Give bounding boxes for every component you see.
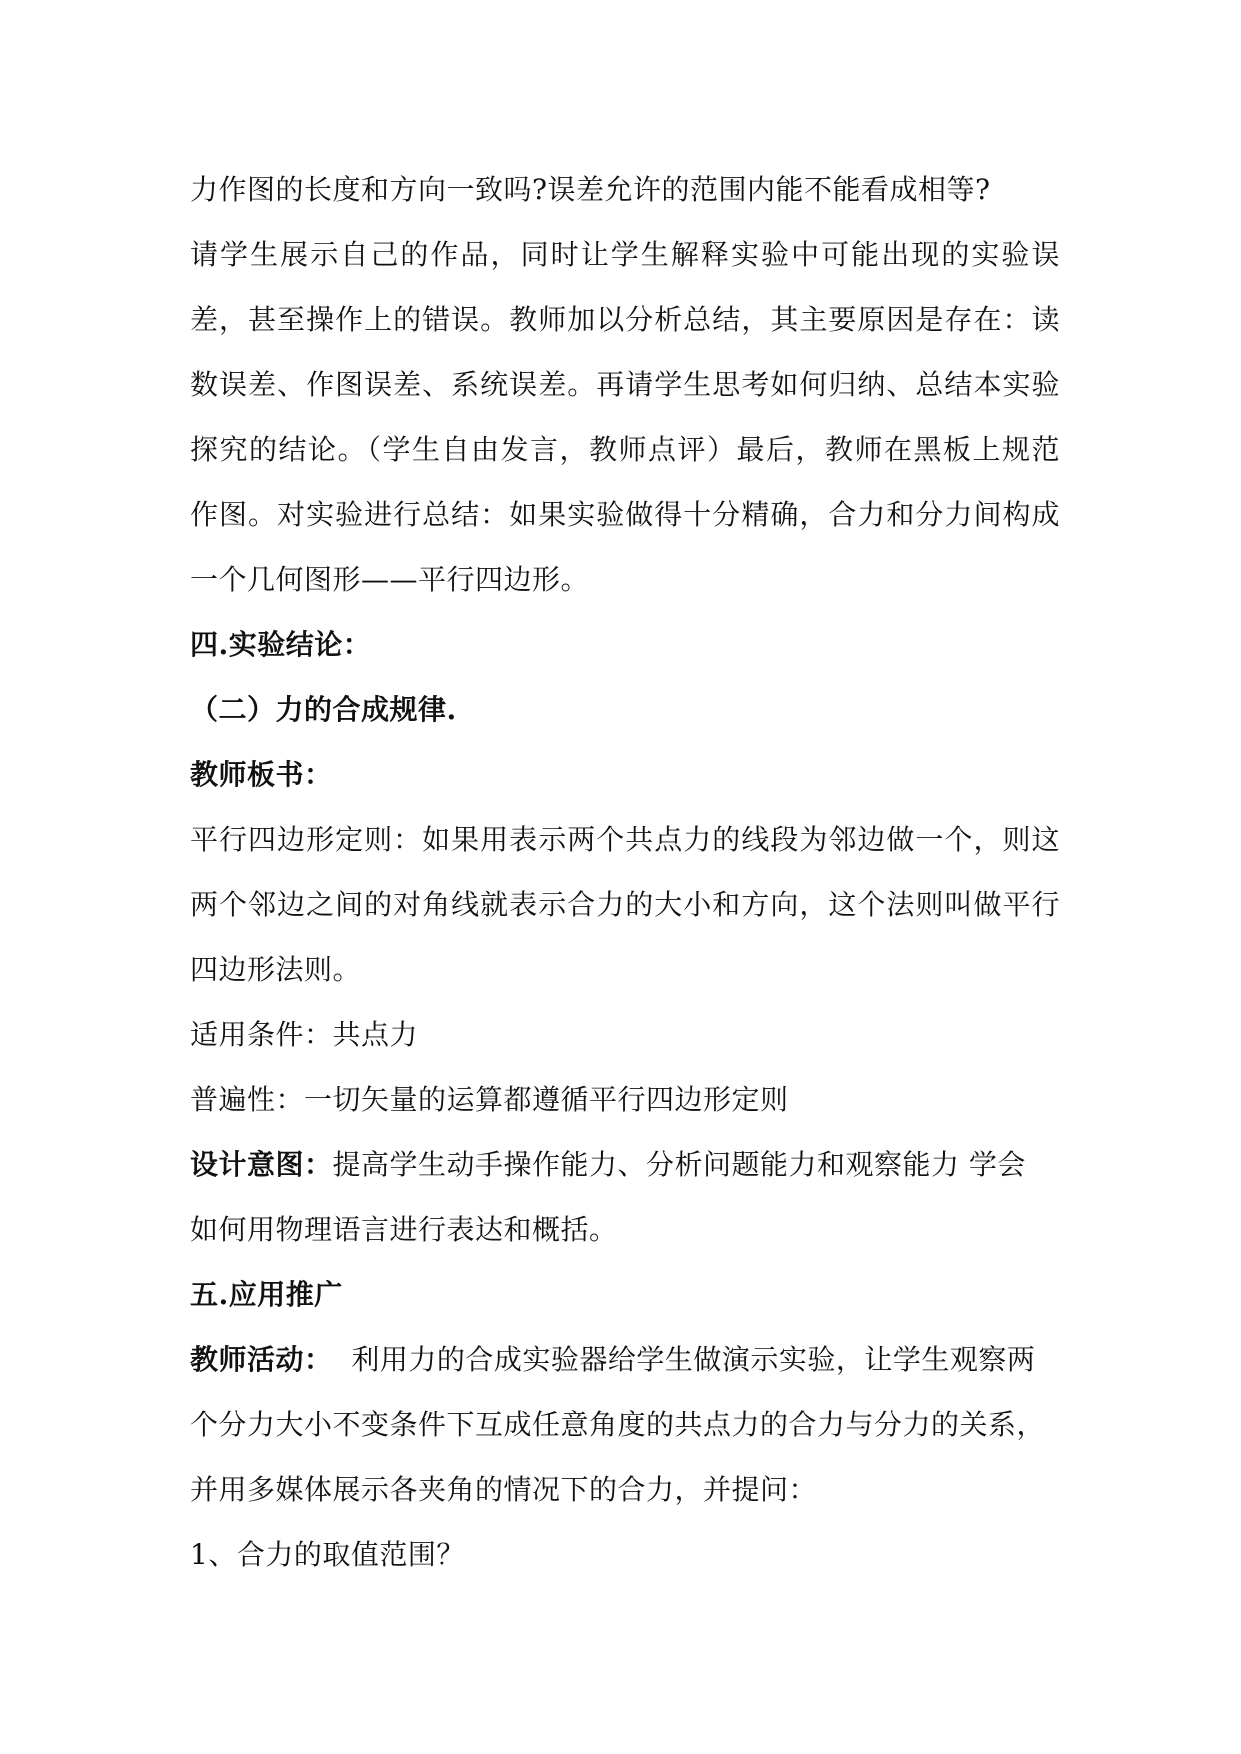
teacher-activity-text: 利用力的合成实验器给学生做演示实验，让学生观察两 xyxy=(332,1343,1036,1376)
teacher-activity-line xyxy=(190,1327,1060,1392)
question-line-1: 1、合力的取值范围？ xyxy=(190,1538,465,1571)
subheading-force-composition: （二）力的合成规律. xyxy=(190,693,457,726)
page-content xyxy=(190,157,1060,1587)
rule-line-1: 平行四边形定则：如果用表示两个共点力的线段为邻边做一个，则这 xyxy=(190,823,1060,856)
paragraph-line-1: 力作图的长度和方向一致吗?误差允许的范围内能不能看成相等? xyxy=(190,173,991,206)
teacher-activity-label: 教师活动： xyxy=(190,1343,333,1376)
design-intent-continuation: 如何用物理语言进行表达和概括。 xyxy=(190,1213,618,1246)
paragraph-line-5: 探究的结论。（学生自由发言，教师点评）最后，教师在黑板上规范 xyxy=(190,433,1060,466)
teacher-activity-line-3: 并用多媒体展示各夹角的情况下的合力，并提问： xyxy=(190,1473,818,1506)
section-heading-application: 五.应用推广 xyxy=(190,1278,343,1311)
paragraph-line-6: 作图。对实验进行总结：如果实验做得十分精确，合力和分力间构成 xyxy=(190,498,1060,531)
section-heading-conclusion: 四.实验结论： xyxy=(190,628,372,661)
paragraph-line-7: 一个几何图形——平行四边形。 xyxy=(190,563,590,596)
universality-line: 普遍性：一切矢量的运算都遵循平行四边形定则 xyxy=(190,1083,789,1116)
teacher-activity-line-2: 个分力大小不变条件下互成任意角度的共点力的合力与分力的关系， xyxy=(190,1408,1046,1441)
paragraph-line-2: 请学生展示自己的作品，同时让学生解释实验中可能出现的实验误 xyxy=(190,238,1060,271)
condition-line: 适用条件：共点力 xyxy=(190,1018,419,1051)
design-intent-text: 提高学生动手操作能力、分析问题能力和观察能力 学会 xyxy=(332,1148,1026,1181)
rule-line-2: 两个邻边之间的对角线就表示合力的大小和方向，这个法则叫做平行 xyxy=(190,888,1060,921)
paragraph-line-3: 差，甚至操作上的错误。教师加以分析总结，其主要原因是存在：读 xyxy=(190,303,1060,336)
board-label: 教师板书： xyxy=(190,758,333,791)
rule-line-3: 四边形法则。 xyxy=(190,953,362,986)
paragraph-line-4: 数误差、作图误差、系统误差。再请学生思考如何归纳、总结本实验 xyxy=(190,368,1060,401)
design-intent-label: 设计意图： xyxy=(190,1148,333,1181)
design-intent-line xyxy=(190,1132,1060,1197)
